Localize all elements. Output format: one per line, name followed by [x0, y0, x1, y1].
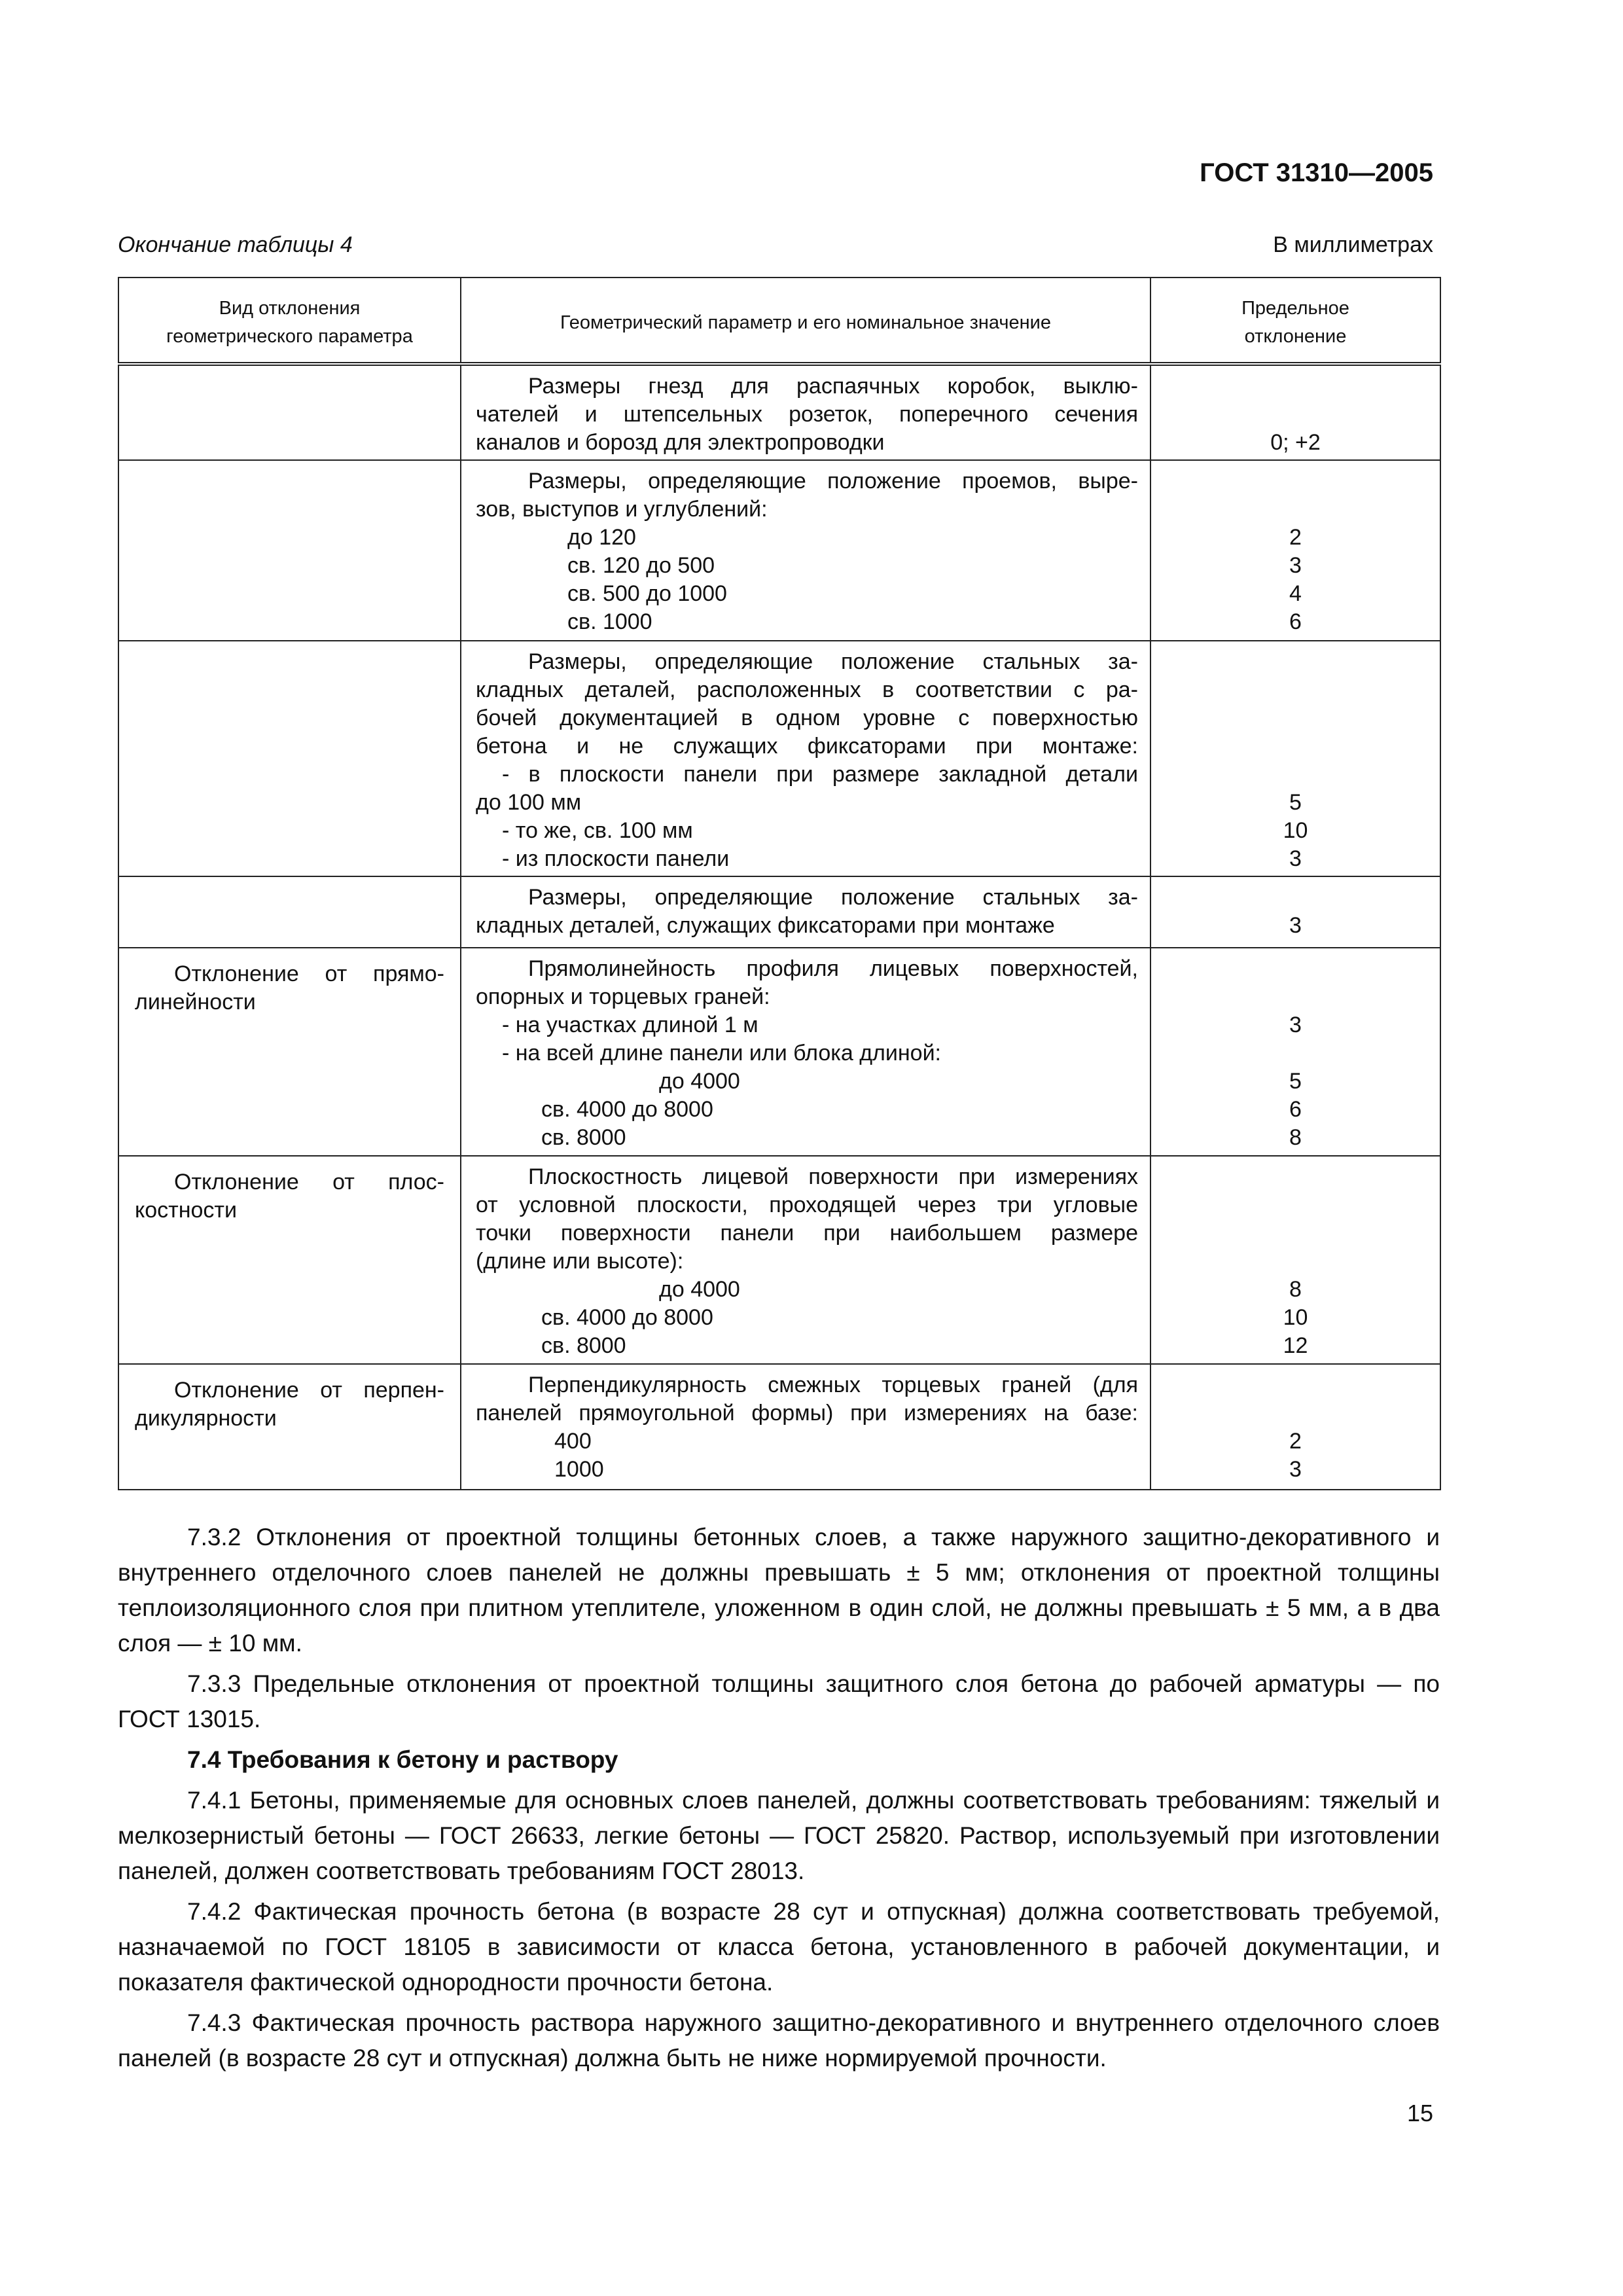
parameter-line: каналов и борозд для электропроводки [476, 430, 885, 455]
parameter-line: св. 4000 до 8000 [541, 1305, 713, 1330]
deviation-cell [118, 460, 461, 641]
parameter-cell [461, 876, 1150, 948]
limit-value [1151, 676, 1440, 704]
limit-value [1151, 1191, 1440, 1219]
limit-value: 3 [1289, 553, 1302, 578]
table-continuation-caption: Окончание таблицы 4 [118, 232, 353, 257]
limit-value [1151, 704, 1440, 732]
deviation-cell [118, 876, 461, 948]
deviation-line: дикулярности [135, 1406, 277, 1431]
parameter-line: до 120 [567, 525, 636, 550]
limit-value [1151, 401, 1440, 429]
parameter-line: до 100 мм [476, 790, 582, 815]
limit-value: 6 [1289, 609, 1302, 634]
parameter-line: 400 [554, 1429, 592, 1454]
body-text [118, 1520, 1440, 2081]
limit-value: 3 [1289, 1457, 1302, 1482]
limit-value [1151, 732, 1440, 761]
units-note: В миллиметрах [1273, 232, 1433, 257]
limit-value [1151, 1039, 1440, 1067]
limit-value [1151, 467, 1440, 495]
limit-value [1151, 761, 1440, 789]
limit-value [1151, 495, 1440, 524]
parameter-cell [461, 948, 1150, 1156]
limit-value: 8 [1289, 1277, 1302, 1302]
parameter-line: Размеры, определяющие положение проемов, выре- [528, 469, 1138, 493]
limit-value: 10 [1283, 818, 1308, 843]
page-number: 15 [1406, 2100, 1433, 2126]
parameter-line: от условной плоскости, проходящей через три угловые [476, 1193, 1138, 1217]
paragraph-7-3-3: 7.3.3 Предельные отклонения от проектной толщины защитного слоя бетона до рабочей арматуры — по ГОСТ 13015. [118, 1670, 1440, 1732]
limit-value: 3 [1289, 1013, 1302, 1037]
parameter-cell [461, 460, 1150, 641]
limit-value: 3 [1289, 846, 1302, 871]
limit-value: 6 [1289, 1097, 1302, 1122]
deviation-cell [118, 641, 461, 876]
limit-cell [1150, 364, 1440, 460]
parameter-line: зов, выступов и углублений: [476, 497, 768, 522]
limit-value [1151, 955, 1440, 983]
parameter-line: - на участках длиной 1 м [502, 1013, 758, 1037]
limit-value [1151, 1247, 1440, 1276]
table-row [118, 364, 1440, 460]
limit-value [1151, 884, 1440, 912]
parameter-line: св. 4000 до 8000 [541, 1097, 713, 1122]
parameter-line: бетона и не служащих фиксаторами при монтаже: [476, 734, 1138, 759]
limit-value [1151, 983, 1440, 1011]
parameter-line: (длине или высоте): [476, 1249, 684, 1274]
parameter-line: св. 8000 [541, 1333, 626, 1358]
parameter-cell [461, 1364, 1150, 1490]
table-row [118, 876, 1440, 948]
parameter-line: Размеры, определяющие положение стальных за- [528, 885, 1138, 910]
deviation-cell [118, 1364, 461, 1490]
deviation-line: Отклонение от перпен- [174, 1378, 444, 1403]
parameter-line: кладных деталей, служащих фиксаторами при монтаже [476, 913, 1055, 938]
limit-cell [1150, 460, 1440, 641]
parameter-cell [461, 641, 1150, 876]
table-row [118, 641, 1440, 876]
limit-value: 8 [1289, 1125, 1302, 1150]
parameter-cell [461, 364, 1150, 460]
parameter-line: св. 8000 [541, 1125, 626, 1150]
limit-value [1151, 372, 1440, 401]
parameter-line: - в плоскости панели при размере закладной детали [502, 762, 1138, 787]
limit-value: 3 [1289, 913, 1302, 938]
parameter-line: кладных деталей, расположенных в соответствии с ра- [476, 677, 1138, 702]
parameter-line: - на всей длине панели или блока длиной: [502, 1041, 942, 1066]
parameter-line: Плоскостность лицевой поверхности при измерениях [528, 1164, 1138, 1189]
parameter-line: панелей прямоугольной формы) при измерениях на базе: [476, 1401, 1138, 1426]
deviation-line: линейности [135, 990, 256, 1014]
parameter-line: св. 120 до 500 [567, 553, 715, 578]
limit-cell [1150, 876, 1440, 948]
paragraph-7-3-2: 7.3.2 Отклонения от проектной толщины бетонных слоев, а также наружного защитно-декоративного и внутреннего отделочного слоев панелей не должны превышать ± 5 мм; отклонения от проектной толщины теплоизоляционного слоя при плитном утеплителе, уложенном в один слой, не должны превышать ± 5 мм, а в два слоя — ± 10 мм. [118, 1524, 1440, 1657]
deviation-cell [118, 1156, 461, 1364]
parameter-line: точки поверхности панели при наибольшем размере [476, 1221, 1138, 1246]
deviation-cell [118, 948, 461, 1156]
column-header-limit: Предельное отклонение [1150, 278, 1440, 364]
column-header-parameter: Геометрический параметр и его номинальное значение [461, 278, 1150, 364]
limit-cell [1150, 1364, 1440, 1490]
parameter-line: Размеры гнезд для распаячных коробок, выклю- [528, 374, 1138, 399]
parameter-cell [461, 1156, 1150, 1364]
deviation-cell [118, 364, 461, 460]
deviation-line: Отклонение от прямо- [174, 961, 444, 986]
limit-value [1151, 1219, 1440, 1247]
parameter-line: Перпендикулярность смежных торцевых граней (для [528, 1372, 1138, 1397]
limit-cell [1150, 1156, 1440, 1364]
limit-value: 5 [1289, 1069, 1302, 1094]
parameter-line: Размеры, определяющие положение стальных за- [528, 649, 1138, 674]
limit-cell [1150, 641, 1440, 876]
parameter-line: до 4000 [659, 1069, 740, 1094]
limit-value [1151, 1399, 1440, 1427]
column-header-deviation: Вид отклонения геометрического параметра [118, 278, 461, 364]
parameter-line: до 4000 [659, 1277, 740, 1302]
paragraph-7-4-1: 7.4.1 Бетоны, применяемые для основных слоев панелей, должны соответствовать требованиям: тяжелый и мелкозернистый бетоны — ГОСТ 26633, легкие бетоны — ГОСТ 25820. Раствор, используемый при изготовлении панелей, должен соответствовать требованиям ГОСТ 28013. [118, 1787, 1440, 1884]
limit-value: 2 [1289, 1429, 1302, 1454]
limit-value [1151, 1371, 1440, 1399]
section-heading-7-4: 7.4 Требования к бетону и раствору [187, 1746, 618, 1773]
parameter-line: св. 500 до 1000 [567, 581, 727, 606]
table-row [118, 1156, 1440, 1364]
limit-value: 10 [1283, 1305, 1308, 1330]
limit-value [1151, 1163, 1440, 1191]
limit-value: 5 [1289, 790, 1302, 815]
parameter-line: чателей и штепсельных розеток, поперечного сечения [476, 402, 1138, 427]
paragraph-7-4-3: 7.4.3 Фактическая прочность раствора наружного защитно-декоративного и внутреннего отделочного слоев панелей (в возрасте 28 сут и отпускная) должна быть не ниже нормируемой прочности. [118, 2009, 1440, 2072]
limit-value: 0; +2 [1270, 430, 1321, 455]
table-row [118, 1364, 1440, 1490]
paragraph-7-4-2: 7.4.2 Фактическая прочность бетона (в возрасте 28 сут и отпускная) должна соответствовать требуемой, назначаемой по ГОСТ 18105 в зависимости от класса бетона, установленного в рабочей документации, и показателя фактической однородности прочности бетона. [118, 1898, 1440, 1996]
limit-value: 12 [1283, 1333, 1308, 1358]
tolerance-table [118, 277, 1441, 1490]
limit-value: 4 [1289, 581, 1302, 606]
parameter-line: бочей документацией в одном уровне с поверхностью [476, 706, 1138, 730]
deviation-line: костности [135, 1198, 237, 1223]
limit-cell [1150, 948, 1440, 1156]
parameter-line: опорных и торцевых граней: [476, 984, 770, 1009]
table-header-row [118, 278, 1440, 364]
limit-value [1151, 648, 1440, 676]
table-row [118, 460, 1440, 641]
parameter-line: Прямолинейность профиля лицевых поверхностей, [528, 956, 1138, 981]
limit-value: 2 [1289, 525, 1302, 550]
parameter-line: св. 1000 [567, 609, 652, 634]
standard-code: ГОСТ 31310—2005 [1200, 158, 1433, 187]
parameter-line: 1000 [554, 1457, 604, 1482]
table-row [118, 948, 1440, 1156]
parameter-line: - из плоскости панели [502, 846, 730, 871]
parameter-line: - то же, св. 100 мм [502, 818, 693, 843]
deviation-line: Отклонение от плос- [174, 1170, 444, 1194]
